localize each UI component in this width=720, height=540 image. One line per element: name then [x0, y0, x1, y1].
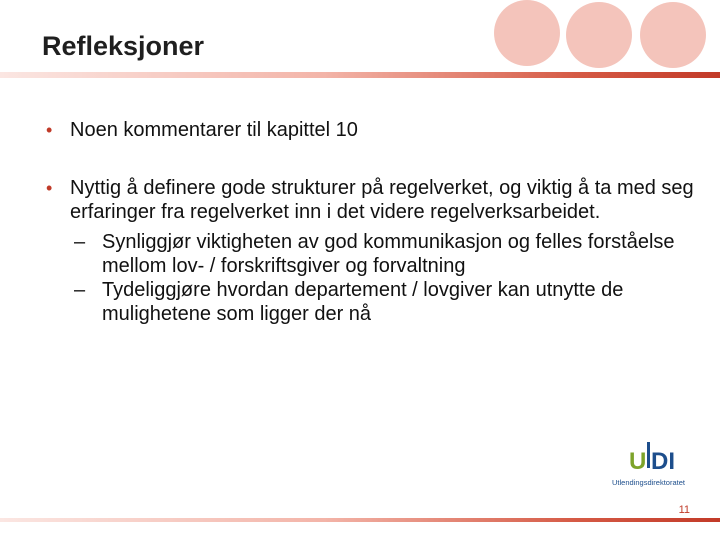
udi-logo — [610, 442, 702, 490]
bullet-item-2 — [46, 176, 696, 326]
bullet-text: Noen kommentarer til kapittel 10 — [70, 119, 358, 141]
sub-bullet-marker: – — [74, 279, 86, 301]
logo-di: DI — [651, 448, 675, 475]
decorative-circle-3 — [640, 2, 706, 68]
slide-title: Refleksjoner — [42, 31, 205, 61]
bullet-marker: • — [46, 178, 53, 198]
decorative-circle-1 — [494, 0, 560, 66]
logo-caption: Utlendingsdirektoratet — [612, 478, 685, 487]
logo-bar — [647, 442, 650, 468]
title-divider — [0, 72, 720, 78]
bullet-item-1 — [46, 118, 696, 142]
sub-bullet-marker: – — [74, 231, 86, 253]
sub-bullet-text: Synliggjør viktigheten av god kommunikasjon og felles forståelse mellom lov- / forskriftsgiver og forvaltning — [102, 231, 675, 277]
bullet-text: Nyttig å definere gode strukturer på regelverket, og viktig å ta med seg erfaringer fra regelverket inn i det videre regelverksarbeidet. — [70, 177, 694, 223]
slide-body — [46, 118, 696, 360]
sub-bullet-text: Tydeliggjøre hvordan departement / lovgiver kan utnytte de mulighetene som ligger der nå — [102, 279, 624, 325]
bullet-marker: • — [46, 120, 53, 140]
sub-bullet-item-2 — [74, 278, 696, 326]
decorative-circle-2 — [566, 2, 632, 68]
logo-u: U — [629, 448, 647, 475]
footer-divider — [0, 518, 720, 522]
sub-bullet-item-1 — [74, 230, 696, 278]
page-number: 11 — [678, 504, 690, 516]
